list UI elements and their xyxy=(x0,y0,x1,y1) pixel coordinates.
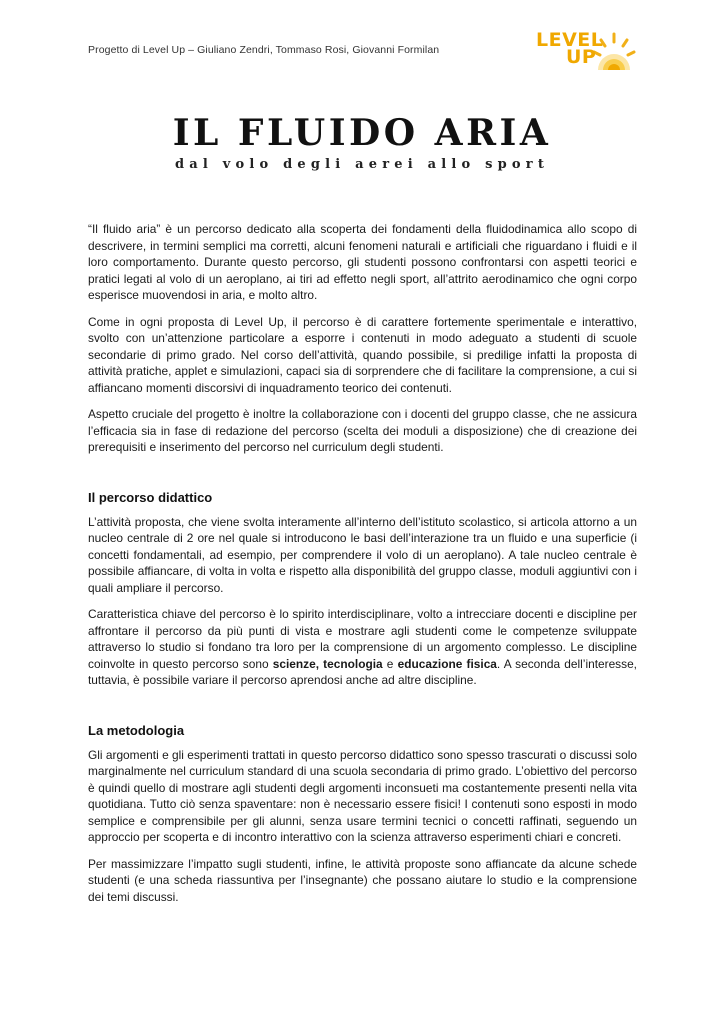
intro-paragraph-1: “Il fluido aria” è un percorso dedicato alla scoperta dei fondamenti della fluidodinamica allo scopo di descrivere, in termini semplici ma corretti, alcuni fenomeni naturali e artificiali che riguardano i fluidi e il loro comportamento. Durante questo percorso, gli studenti possono confrontarsi con aspetti teorici e pratici legati al volo di un aeroplano, ai tiri ad effetto negli sport, all’attrito aerodinamico che ogni corpo esperisce muovendosi in aria, e molto altro. xyxy=(88,222,637,302)
percorso-p2-text-a: Caratteristica chiave del percorso è lo spirito interdisciplinare, volto a intrecciare docenti e discipline per affrontare il percorso da più punti di vista e mostrare agli studenti come le competenze sviluppate attraverso lo studio si fondano tra loro per la comprensione di un argomento complesso. Le discipline coinvolte in questo percorso sono xyxy=(88,607,637,671)
document-body xyxy=(88,221,637,905)
header-note: Progetto di Level Up – Giuliano Zendri, Tommaso Rosi, Giovanni Formilan xyxy=(88,44,440,56)
section-heading-metodologia: La metodologia xyxy=(88,722,185,738)
logo-line-1: LEVEL xyxy=(536,29,604,51)
logo-line-2: UP xyxy=(566,46,597,68)
percorso-paragraph-1: L’attività proposta, che viene svolta interamente all’interno dell’istituto scolastico, si articola attorno a un nucleo centrale di 2 ore nel quale si introducono le basi dell’interazione tra un fluido e una superficie (i concetti fondamentali, ad esempio, per comprendere il volo di un aeroplano). A tale nucleo centrale è possibile affiancare, di volta in volta e rispetto alla disponibilità del gruppo classe, moduli aggiuntivi con i quali ampliare il percorso. xyxy=(88,514,637,595)
logo-text xyxy=(536,29,604,68)
document-subtitle: dal volo degli aerei allo sport xyxy=(174,157,550,172)
document-title: IL FLUIDO ARIA xyxy=(172,112,552,154)
discipline-educazione-fisica: educazione fisica xyxy=(397,656,497,671)
level-up-logo xyxy=(534,28,634,74)
intro-paragraph-3: Aspetto cruciale del progetto è inoltre la collaborazione con i docenti del gruppo classe, che ne assicura l’efficacia sia in fase di redazione del percorso (scelta dei moduli a disposizione) che di creazione dei prerequisiti e inserimento del percorso nel curriculum degli studenti. xyxy=(88,407,637,454)
percorso-paragraph-2 xyxy=(88,606,637,689)
percorso-p2-text-d: . A seconda dell’interesse, tuttavia, è possibile variare il percorso aprendosi anche ad altre discipline. xyxy=(88,656,637,687)
intro-paragraph-2: Come in ogni proposta di Level Up, il percorso è di carattere fortemente sperimentale e interattivo, svolto con un’attenzione particolare a esporre i contenuti in modo adeguato a studenti di scuole secondarie di primo grado. Nel corso dell’attività, quando possibile, si predilige infatti la proposta di attività pratiche, applet e simulazioni, capaci sia di sorprendere che di facilitare la comprensione, a cui si affiancano momenti discorsivi di inquadramento teorico dei contenuti. xyxy=(88,314,637,395)
section-heading-percorso: Il percorso didattico xyxy=(88,489,213,505)
metodologia-paragraph-1: Gli argomenti e gli esperimenti trattati in questo percorso didattico sono spesso trascurati o discussi solo marginalmente nel curriculum standard di una scuola secondaria di primo grado. L’obiettivo del percorso è quindi quello di mostrare agli studenti degli argomenti inconsueti ma costantemente presenti nella vita quotidiana. Tutto ciò senza spaventare: non è necessario essere fisici! I contenuti sono esposti in modo semplice e comprensibile per gli alunni, senza usare termini tecnici o concetti raffinati, seguendo un approccio per scoperta e di incontro interattivo con la scienza attraverso esperimenti chiari e concreti. xyxy=(88,747,637,844)
metodologia-paragraph-2: Per massimizzare l’impatto sugli studenti, infine, le attività proposte sono affiancate da alcune schede studenti (e una scheda riassuntiva per l’insegnante) che possano aiutare lo studio e la comprensione dei temi discussi. xyxy=(88,856,637,904)
percorso-p2-text-c: e xyxy=(382,656,398,671)
discipline-scienze-tecnologia: scienze, tecnologia xyxy=(272,656,383,671)
